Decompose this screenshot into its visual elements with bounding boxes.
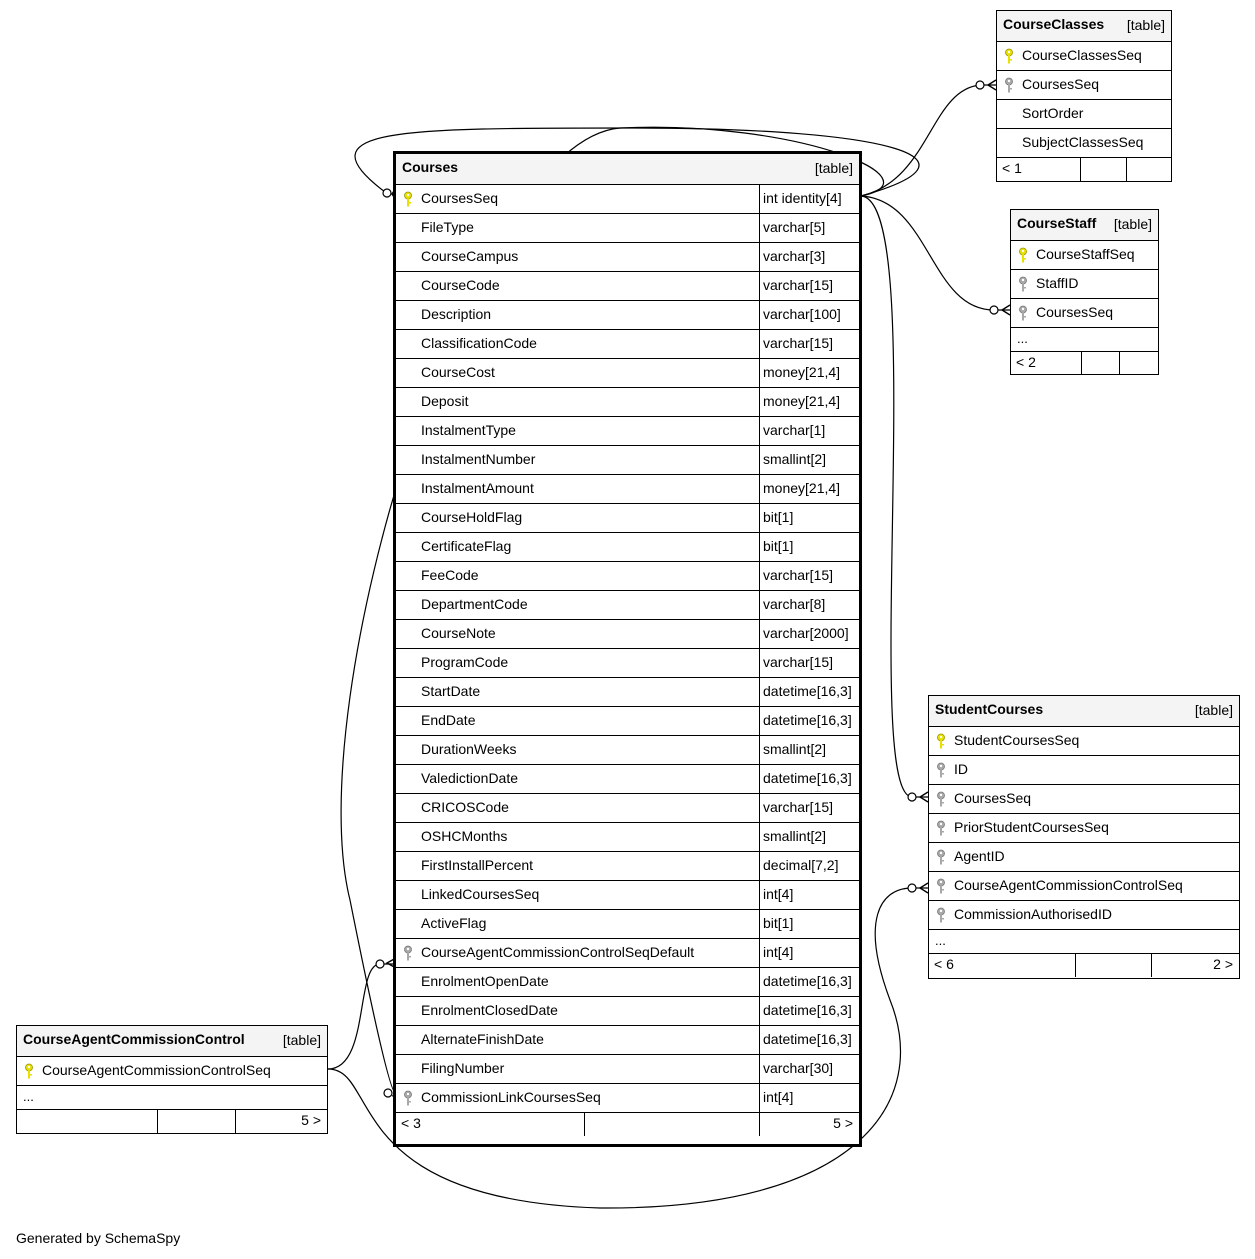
column-type: varchar[15] bbox=[763, 567, 834, 583]
optional-circle bbox=[990, 306, 998, 314]
column-type: varchar[2000] bbox=[763, 625, 849, 641]
footer-children-link[interactable]: 2 > bbox=[1213, 956, 1233, 972]
column-type: varchar[1] bbox=[763, 422, 826, 438]
column-row[interactable] bbox=[396, 910, 859, 939]
column-row[interactable] bbox=[396, 475, 859, 504]
courses-table-header bbox=[396, 154, 859, 185]
column-type: varchar[30] bbox=[763, 1060, 834, 1076]
studentcourses-table-footer bbox=[929, 954, 1239, 977]
optional-circle bbox=[976, 81, 984, 89]
primary-key-icon bbox=[1018, 247, 1028, 263]
coursestaff-table-header bbox=[1011, 210, 1158, 241]
column-row[interactable] bbox=[929, 843, 1239, 872]
column-row[interactable] bbox=[396, 1084, 859, 1113]
column-type: smallint[2] bbox=[763, 451, 827, 467]
column-row[interactable] bbox=[396, 330, 859, 359]
column-row[interactable] bbox=[17, 1057, 327, 1086]
column-row[interactable] bbox=[929, 756, 1239, 785]
table-name: CourseStaff bbox=[1017, 215, 1097, 231]
column-name: ProgramCode bbox=[421, 654, 509, 670]
courses-table-footer bbox=[396, 1113, 859, 1136]
column-type: datetime[16,3] bbox=[763, 973, 852, 989]
column-type: money[21,4] bbox=[763, 364, 841, 380]
footer-parents-link[interactable]: < 1 bbox=[1002, 160, 1022, 176]
column-type: varchar[100] bbox=[763, 306, 841, 322]
column-type: datetime[16,3] bbox=[763, 683, 852, 699]
column-name: CourseNote bbox=[421, 625, 496, 641]
courseclasses-table-footer bbox=[997, 158, 1171, 181]
column-name: CourseClassesSeq bbox=[1022, 47, 1142, 63]
column-row[interactable] bbox=[396, 272, 859, 301]
column-name: CourseAgentCommissionControlSeq bbox=[954, 877, 1183, 893]
column-row[interactable] bbox=[396, 446, 859, 475]
column-name: ValedictionDate bbox=[421, 770, 519, 786]
column-row[interactable] bbox=[396, 939, 859, 968]
column-name: SortOrder bbox=[1022, 105, 1084, 121]
column-type: int[4] bbox=[763, 944, 794, 960]
column-row[interactable] bbox=[929, 785, 1239, 814]
column-name: CourseCode bbox=[421, 277, 500, 293]
column-row[interactable] bbox=[396, 881, 859, 910]
column-type: varchar[15] bbox=[763, 277, 834, 293]
column-row[interactable] bbox=[929, 727, 1239, 756]
column-name: SubjectClassesSeq bbox=[1022, 134, 1144, 150]
more-columns-ellipsis: ... bbox=[1011, 328, 1158, 352]
foreign-key-icon bbox=[936, 878, 946, 894]
foreign-key-icon bbox=[1018, 305, 1028, 321]
column-row[interactable] bbox=[396, 852, 859, 881]
column-row[interactable] bbox=[396, 562, 859, 591]
column-name: InstalmentType bbox=[421, 422, 516, 438]
table-kind: [table] bbox=[282, 1032, 321, 1048]
link-coursestaff-line bbox=[861, 196, 1010, 310]
column-row[interactable] bbox=[997, 71, 1171, 100]
column-type: smallint[2] bbox=[763, 828, 827, 844]
column-type: datetime[16,3] bbox=[763, 712, 852, 728]
column-type: datetime[16,3] bbox=[763, 770, 852, 786]
column-row[interactable] bbox=[396, 185, 859, 214]
cacc-table-header bbox=[17, 1026, 327, 1057]
primary-key-icon bbox=[403, 191, 413, 207]
optional-circle bbox=[908, 793, 916, 801]
column-row[interactable] bbox=[396, 794, 859, 823]
primary-key-icon bbox=[936, 733, 946, 749]
column-row[interactable] bbox=[396, 243, 859, 272]
column-name: AlternateFinishDate bbox=[421, 1031, 544, 1047]
column-name: ID bbox=[954, 761, 968, 777]
column-name: InstalmentNumber bbox=[421, 451, 536, 467]
foreign-key-icon bbox=[936, 849, 946, 865]
column-row[interactable] bbox=[396, 997, 859, 1026]
column-row[interactable] bbox=[396, 301, 859, 330]
courseclasses-table-header bbox=[997, 11, 1171, 42]
column-name: LinkedCoursesSeq bbox=[421, 886, 540, 902]
column-type: bit[1] bbox=[763, 915, 794, 931]
column-type: decimal[7,2] bbox=[763, 857, 839, 873]
column-name: CRICOSCode bbox=[421, 799, 509, 815]
table-name: CourseClasses bbox=[1003, 16, 1105, 32]
foreign-key-icon bbox=[403, 945, 413, 961]
optional-circle bbox=[908, 884, 916, 892]
column-name: Description bbox=[421, 306, 492, 322]
foreign-key-icon bbox=[403, 1090, 413, 1106]
more-columns-ellipsis: ... bbox=[929, 930, 1239, 954]
table-kind: [table] bbox=[814, 160, 853, 176]
foreign-key-icon bbox=[936, 907, 946, 923]
column-row[interactable] bbox=[396, 214, 859, 243]
footer-children-link[interactable]: 5 > bbox=[301, 1112, 321, 1128]
studentcourses-table-header bbox=[929, 696, 1239, 727]
studentcourses-table[interactable] bbox=[928, 695, 1240, 979]
column-name: DurationWeeks bbox=[421, 741, 517, 757]
column-type: varchar[15] bbox=[763, 335, 834, 351]
column-row[interactable] bbox=[1011, 299, 1158, 328]
column-type: money[21,4] bbox=[763, 393, 841, 409]
column-type: int[4] bbox=[763, 886, 794, 902]
column-type: int identity[4] bbox=[763, 190, 842, 206]
column-name: CommissionAuthorisedID bbox=[954, 906, 1112, 922]
column-row[interactable] bbox=[396, 620, 859, 649]
column-name: DepartmentCode bbox=[421, 596, 528, 612]
column-row[interactable] bbox=[396, 678, 859, 707]
primary-key-icon bbox=[24, 1063, 34, 1079]
table-kind: [table] bbox=[1194, 702, 1233, 718]
column-name: CourseCampus bbox=[421, 248, 519, 264]
column-row[interactable] bbox=[396, 1026, 859, 1055]
column-type: datetime[16,3] bbox=[763, 1031, 852, 1047]
column-name: EnrolmentOpenDate bbox=[421, 973, 549, 989]
table-kind: [table] bbox=[1113, 216, 1152, 232]
column-row[interactable] bbox=[396, 359, 859, 388]
link-cacc-courses-line bbox=[328, 964, 396, 1069]
primary-key-icon bbox=[1004, 48, 1014, 64]
footer-parents-link[interactable]: < 2 bbox=[1016, 354, 1036, 370]
column-row[interactable] bbox=[1011, 270, 1158, 299]
column-row[interactable] bbox=[396, 736, 859, 765]
column-name: CoursesSeq bbox=[421, 190, 499, 206]
column-name: PriorStudentCoursesSeq bbox=[954, 819, 1109, 835]
column-type: varchar[3] bbox=[763, 248, 826, 264]
column-row[interactable] bbox=[396, 504, 859, 533]
column-row[interactable] bbox=[396, 707, 859, 736]
column-name: CoursesSeq bbox=[1036, 304, 1114, 320]
column-row[interactable] bbox=[396, 823, 859, 852]
column-name: CertificateFlag bbox=[421, 538, 512, 554]
column-row[interactable] bbox=[929, 901, 1239, 930]
coursestaff-table[interactable] bbox=[1010, 209, 1159, 375]
column-name: CourseHoldFlag bbox=[421, 509, 523, 525]
column-name: FirstInstallPercent bbox=[421, 857, 534, 873]
column-name: Deposit bbox=[421, 393, 469, 409]
column-name: CourseAgentCommissionControlSeqDefault bbox=[421, 944, 695, 960]
column-type: varchar[15] bbox=[763, 799, 834, 815]
link-studentcourses-line bbox=[861, 196, 928, 797]
column-name: FeeCode bbox=[421, 567, 479, 583]
column-row[interactable] bbox=[929, 814, 1239, 843]
foreign-key-icon bbox=[936, 791, 946, 807]
column-row[interactable] bbox=[396, 533, 859, 562]
column-row[interactable] bbox=[396, 1055, 859, 1084]
foreign-key-icon bbox=[1018, 276, 1028, 292]
coursestaff-table-footer bbox=[1011, 352, 1158, 375]
link-courseclasses-line bbox=[861, 85, 996, 196]
column-row[interactable] bbox=[396, 765, 859, 794]
column-name: EnrolmentClosedDate bbox=[421, 1002, 558, 1018]
column-row[interactable] bbox=[396, 417, 859, 446]
column-type: varchar[15] bbox=[763, 654, 834, 670]
column-type: varchar[8] bbox=[763, 596, 826, 612]
generated-by-note: Generated by SchemaSpy bbox=[16, 1230, 181, 1246]
more-columns-ellipsis: ... bbox=[17, 1086, 327, 1110]
table-kind: [table] bbox=[1126, 17, 1165, 33]
courseclasses-table[interactable] bbox=[996, 10, 1172, 182]
column-type: money[21,4] bbox=[763, 480, 841, 496]
courses-table[interactable] bbox=[393, 151, 862, 1147]
courseagentcommissioncontrol-table[interactable] bbox=[16, 1025, 328, 1134]
column-row[interactable] bbox=[396, 649, 859, 678]
footer-parents-link[interactable]: < 6 bbox=[934, 956, 954, 972]
column-name: OSHCMonths bbox=[421, 828, 508, 844]
column-name: ClassificationCode bbox=[421, 335, 537, 351]
column-type: bit[1] bbox=[763, 538, 794, 554]
column-name: CourseCost bbox=[421, 364, 495, 380]
column-name: ActiveFlag bbox=[421, 915, 487, 931]
foreign-key-icon bbox=[936, 820, 946, 836]
column-name: StartDate bbox=[421, 683, 481, 699]
column-name: CourseStaffSeq bbox=[1036, 246, 1135, 262]
column-type: bit[1] bbox=[763, 509, 794, 525]
table-name: CourseAgentCommissionControl bbox=[23, 1031, 245, 1047]
column-name: CoursesSeq bbox=[954, 790, 1032, 806]
column-name: StudentCoursesSeq bbox=[954, 732, 1080, 748]
column-row[interactable] bbox=[929, 872, 1239, 901]
cacc-table-footer bbox=[17, 1110, 327, 1133]
column-row[interactable] bbox=[396, 968, 859, 997]
column-type: varchar[5] bbox=[763, 219, 826, 235]
column-row[interactable] bbox=[997, 42, 1171, 71]
column-row[interactable] bbox=[997, 129, 1171, 158]
column-row[interactable] bbox=[1011, 241, 1158, 270]
optional-circle bbox=[383, 189, 391, 197]
column-name: AgentID bbox=[954, 848, 1005, 864]
column-name: CommissionLinkCoursesSeq bbox=[421, 1089, 601, 1105]
foreign-key-icon bbox=[936, 762, 946, 778]
optional-circle bbox=[376, 960, 384, 968]
column-name: CoursesSeq bbox=[1022, 76, 1100, 92]
column-name: StaffID bbox=[1036, 275, 1079, 291]
column-type: datetime[16,3] bbox=[763, 1002, 852, 1018]
column-row[interactable] bbox=[396, 591, 859, 620]
column-row[interactable] bbox=[396, 388, 859, 417]
footer-parents-link[interactable]: < 3 bbox=[401, 1115, 421, 1131]
column-type: smallint[2] bbox=[763, 741, 827, 757]
column-name: FilingNumber bbox=[421, 1060, 505, 1076]
table-name: Courses bbox=[402, 159, 459, 175]
column-row[interactable] bbox=[997, 100, 1171, 129]
footer-children-link[interactable]: 5 > bbox=[833, 1115, 853, 1131]
column-name: EndDate bbox=[421, 712, 476, 728]
foreign-key-icon bbox=[1004, 77, 1014, 93]
column-name: CourseAgentCommissionControlSeq bbox=[42, 1062, 271, 1078]
column-type: int[4] bbox=[763, 1089, 794, 1105]
table-name: StudentCourses bbox=[935, 701, 1044, 717]
column-name: FileType bbox=[421, 219, 474, 235]
column-name: InstalmentAmount bbox=[421, 480, 534, 496]
optional-circle bbox=[384, 1089, 392, 1097]
